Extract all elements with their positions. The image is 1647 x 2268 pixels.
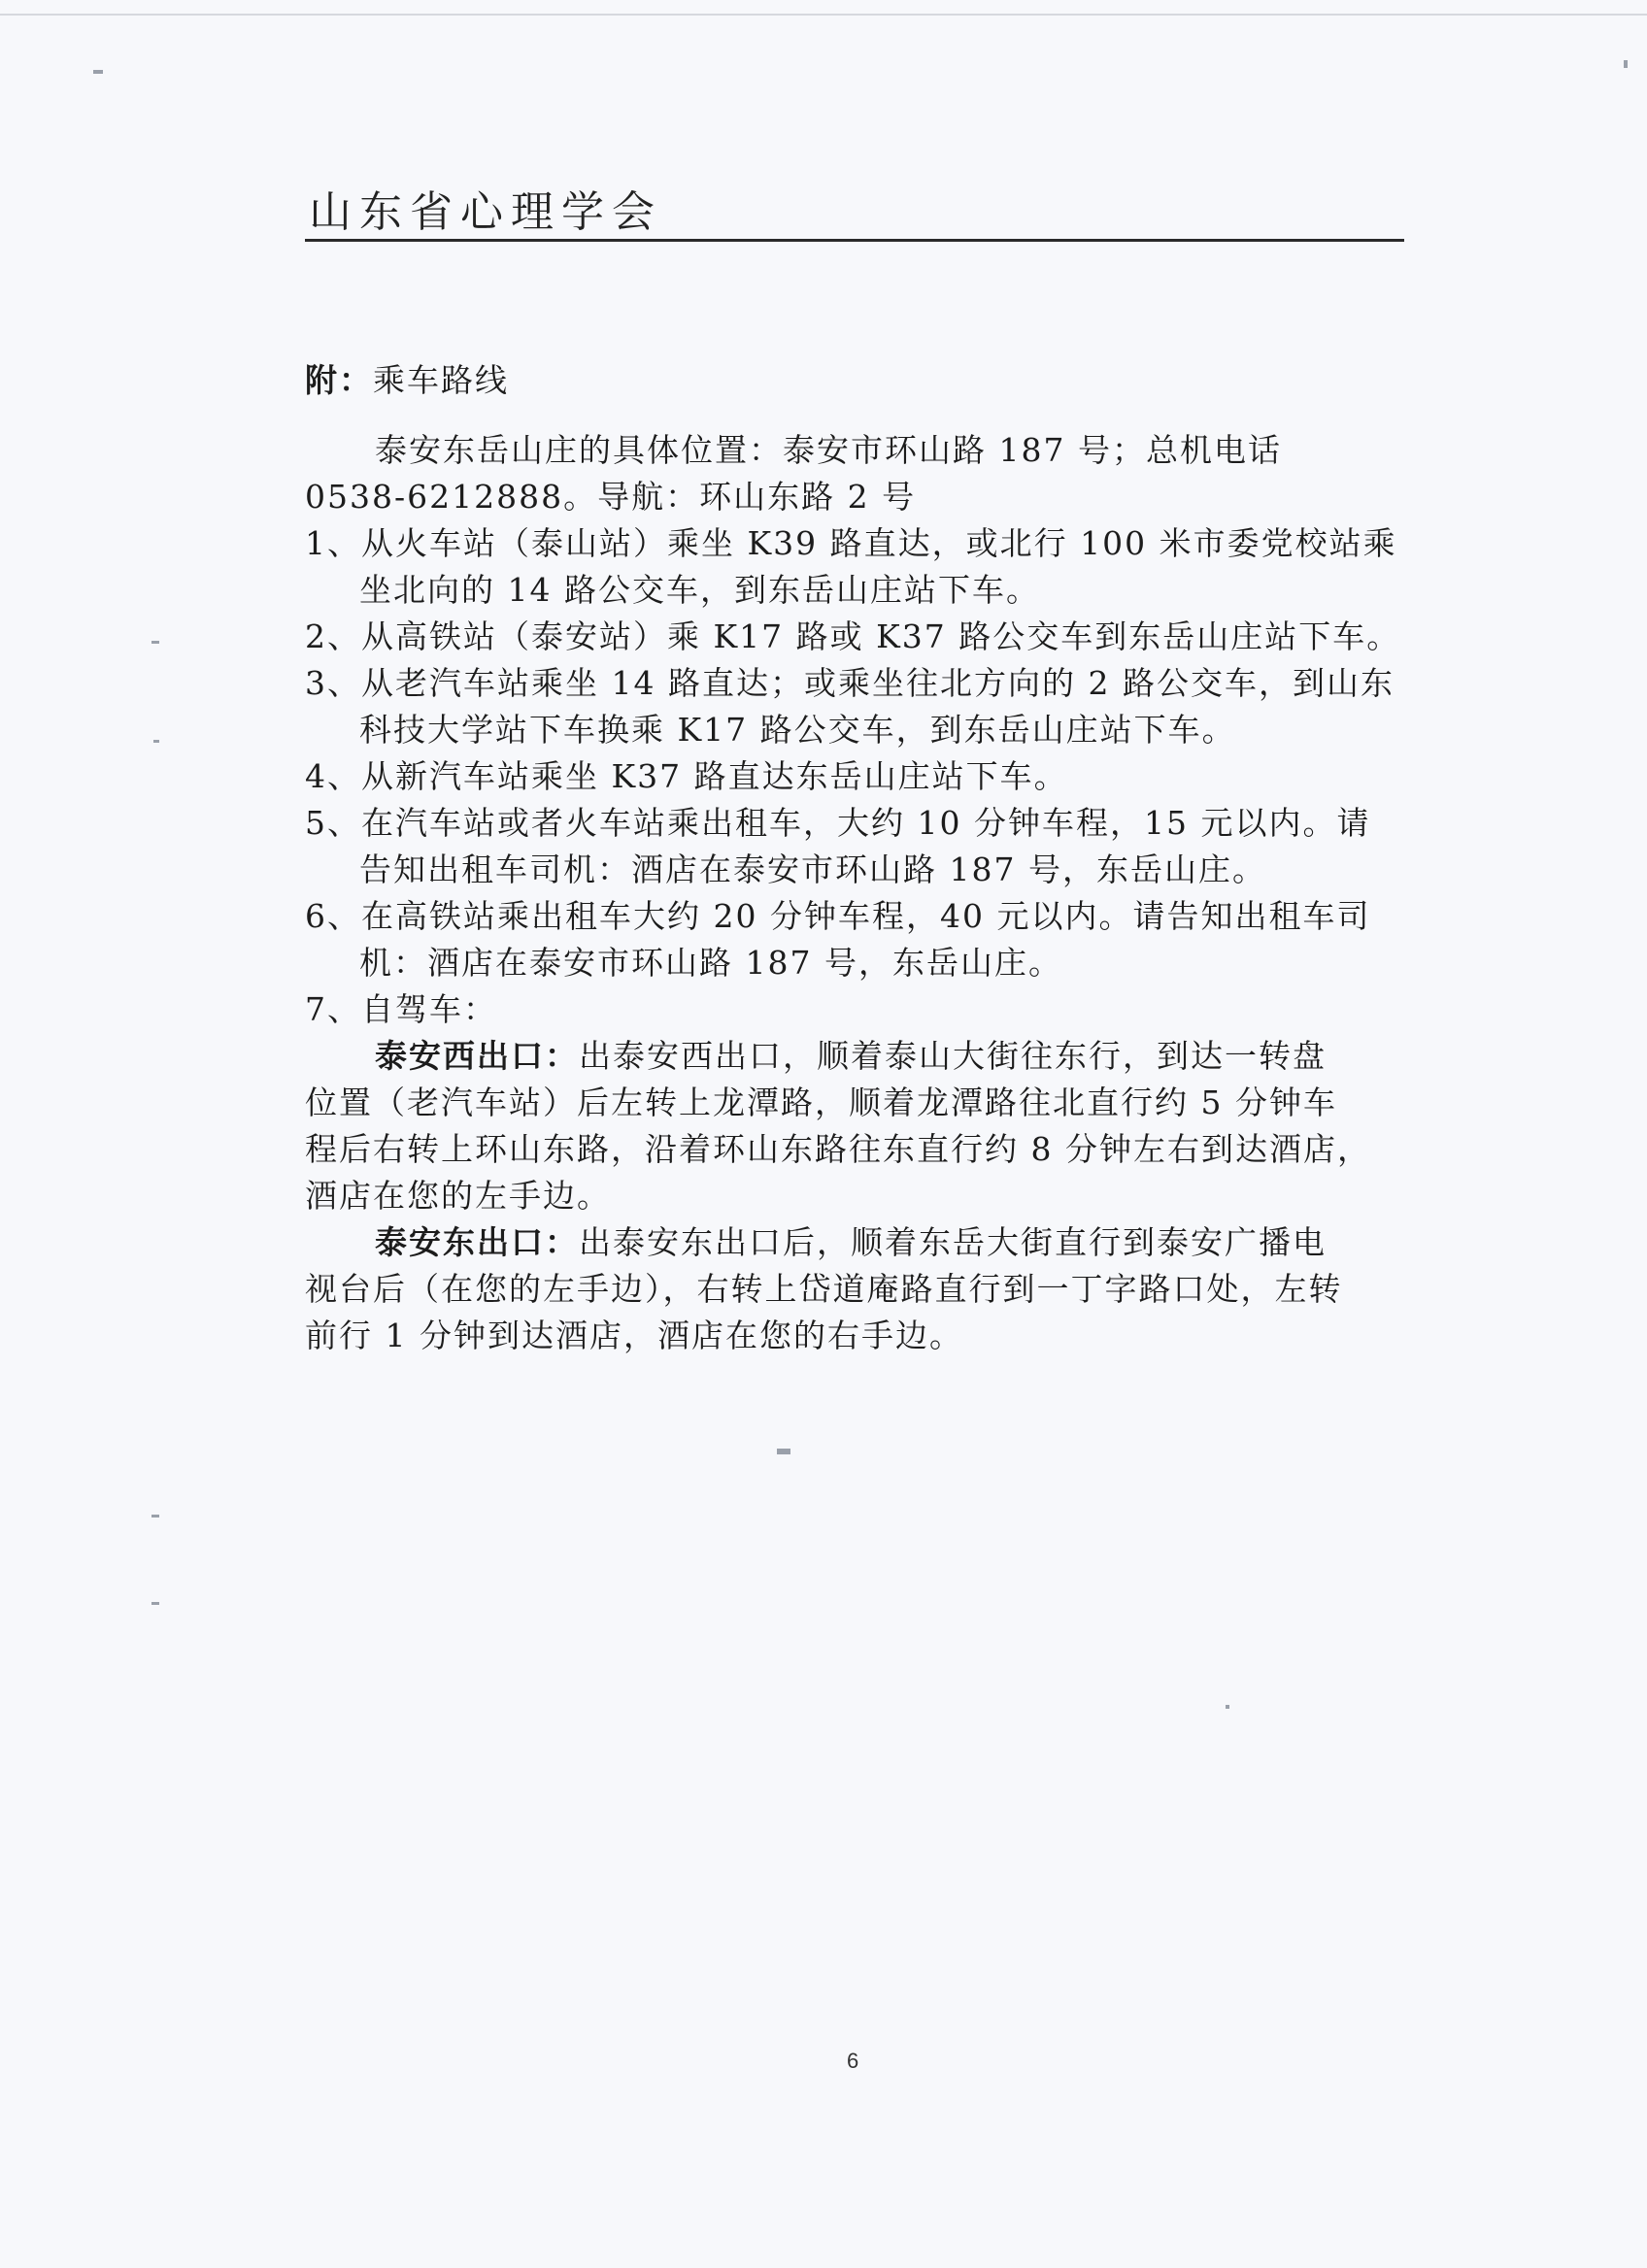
scan-speck — [153, 740, 159, 743]
route-3-line-1: 3、从老汽车站乘坐 14 路直达；或乘坐往北方向的 2 路公交车，到山东 — [305, 664, 1395, 702]
intro-line-2: 0538-6212888。导航：环山东路 2 号 — [305, 478, 917, 516]
route-1-line-2: 坐北向的 14 路公交车，到东岳山庄站下车。 — [359, 571, 1040, 609]
route-2-line-1: 2、从高铁站（泰安站）乘 K17 路或 K37 路公交车到东岳山庄站下车。 — [305, 617, 1401, 655]
route-3-line-2: 科技大学站下车换乘 K17 路公交车，到东岳山庄站下车。 — [359, 711, 1236, 749]
attachment-heading — [305, 357, 1404, 404]
west-exit-label: 泰安西出口： — [375, 1037, 579, 1075]
header-rule — [305, 239, 1404, 242]
east-exit-line-3: 前行 1 分钟到达酒店，酒店在您的右手边。 — [305, 1317, 963, 1354]
scan-speck — [151, 1602, 159, 1605]
east-exit-line-2: 视台后（在您的左手边），右转上岱道庵路直行到一丁字路口处，左转 — [305, 1270, 1343, 1308]
scan-speck — [1226, 1705, 1229, 1709]
west-exit-line-4: 酒店在您的左手边。 — [305, 1177, 611, 1215]
west-exit-line-1 — [305, 1033, 1404, 1080]
attachment-label: 附： — [305, 361, 373, 399]
route-1-line-1: 1、从火车站（泰山站）乘坐 K39 路直达，或北行 100 米市委党校站乘 — [305, 524, 1397, 562]
route-5-line-2: 告知出租车司机：酒店在泰安市环山路 187 号，东岳山庄。 — [359, 850, 1266, 888]
east-exit-label: 泰安东出口： — [375, 1223, 579, 1261]
scan-edge — [0, 14, 1647, 16]
attachment-title: 乘车路线 — [373, 361, 509, 399]
scan-speck — [151, 1515, 159, 1518]
east-exit-line-1 — [305, 1219, 1404, 1266]
route-5-line-1: 5、在汽车站或者火车站乘出租车，大约 10 分钟车程，15 元以内。请 — [305, 804, 1371, 842]
organization-title: 山东省心理学会 — [309, 187, 662, 237]
scan-speck — [1624, 60, 1628, 68]
east-exit-text: 出泰安东出口后，顺着东岳大街直行到泰安广播电 — [579, 1223, 1327, 1261]
west-exit-line-2: 位置（老汽车站）后左转上龙潭路，顺着龙潭路往北直行约 5 分钟车 — [305, 1084, 1337, 1121]
intro-line-1: 泰安东岳山庄的具体位置：泰安市环山路 187 号；总机电话 — [375, 431, 1282, 469]
route-7-line-1: 7、自驾车： — [305, 990, 497, 1028]
scan-speck — [151, 641, 159, 644]
west-exit-line-3: 程后右转上环山东路，沿着环山东路往东直行约 8 分钟左右到达酒店， — [305, 1130, 1371, 1168]
route-4-line-1: 4、从新汽车站乘坐 K37 路直达东岳山庄站下车。 — [305, 757, 1068, 795]
document-body — [305, 357, 1404, 1359]
route-6-line-1: 6、在高铁站乘出租车大约 20 分钟车程，40 元以内。请告知出租车司 — [305, 897, 1371, 935]
scan-speck — [777, 1449, 790, 1454]
page-number: 6 — [847, 2049, 859, 2073]
scan-speck — [93, 70, 103, 74]
route-6-line-2: 机：酒店在泰安市环山路 187 号，东岳山庄。 — [359, 944, 1062, 982]
west-exit-text: 出泰安西出口，顺着泰山大街往东行，到达一转盘 — [579, 1037, 1327, 1075]
